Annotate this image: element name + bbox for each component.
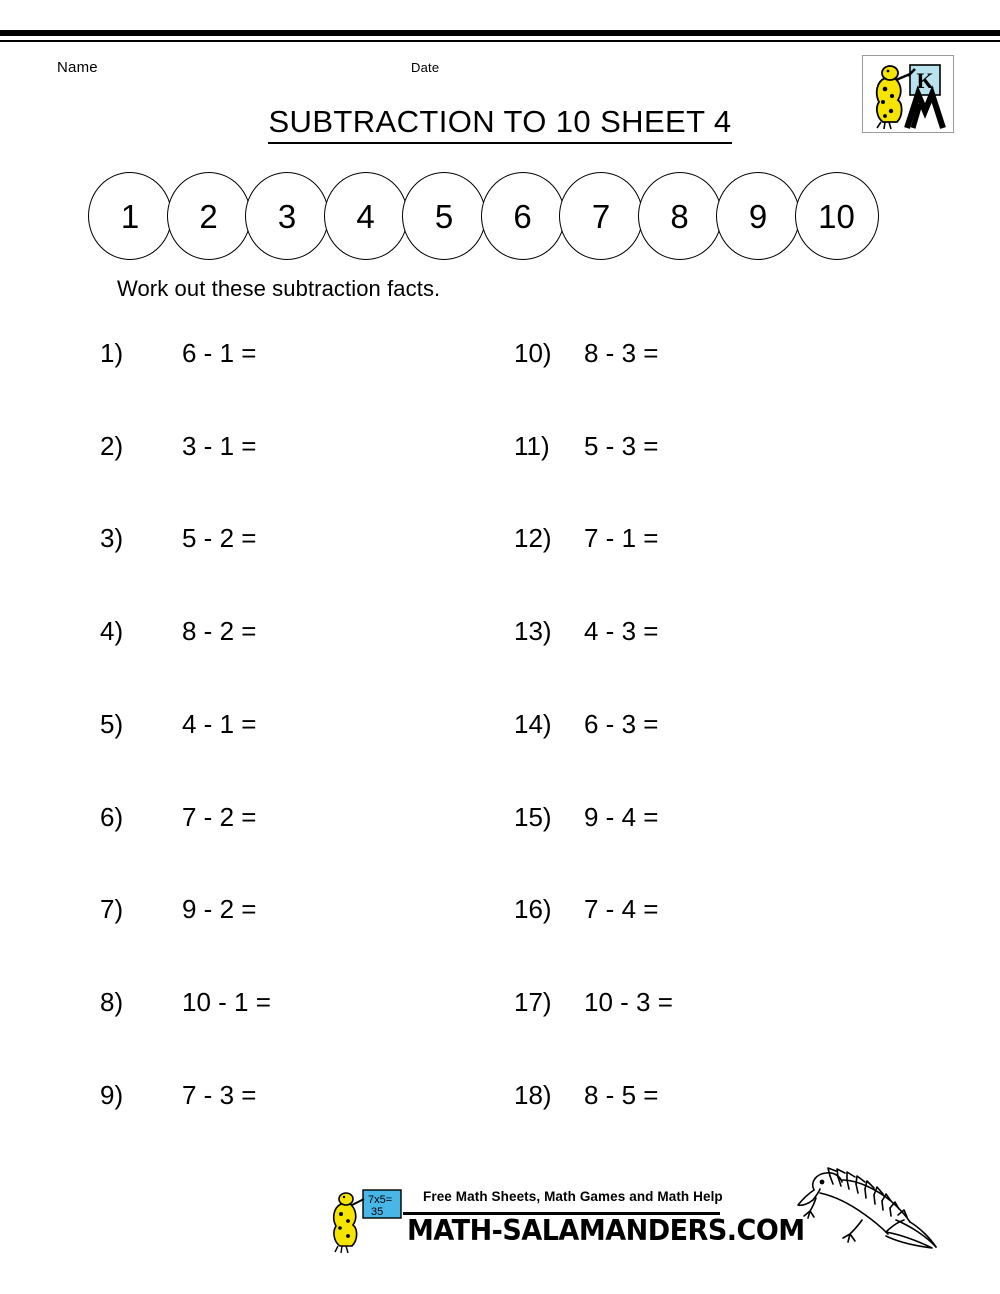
problem-number: 6)	[100, 801, 124, 832]
number-circle-label: 7	[591, 197, 611, 235]
problem-expression[interactable]: 10 - 1 =	[182, 986, 271, 1017]
number-circle-label: 2	[199, 197, 218, 235]
number-circle	[559, 172, 643, 260]
problem-number: 4)	[100, 616, 124, 647]
instruction-text: Work out these subtraction facts.	[117, 276, 441, 301]
number-circle-label: 9	[748, 197, 768, 235]
number-circle-label: 3	[277, 197, 297, 235]
problem-expression[interactable]: 3 - 1 =	[182, 430, 257, 461]
problem-expression[interactable]: 8 - 3 =	[584, 338, 659, 368]
number-circle	[245, 172, 329, 260]
problem-number: 5)	[100, 708, 124, 739]
problem-number: 16)	[514, 894, 552, 925]
problem-number: 13)	[514, 616, 552, 647]
footer-salamander-icon	[325, 1186, 405, 1256]
top-border-thin-rule	[0, 40, 1000, 42]
number-circle	[481, 172, 565, 260]
problem-expression[interactable]: 8 - 5 =	[584, 1079, 659, 1110]
problem-expression[interactable]: 8 - 2 =	[182, 616, 257, 647]
number-circle-label: 4	[356, 197, 375, 235]
number-circle-label: 6	[513, 197, 532, 235]
number-circle	[402, 172, 486, 260]
page-title	[0, 104, 1000, 140]
footer-board-line2: 35	[371, 1206, 384, 1218]
number-circle	[167, 172, 251, 260]
salamander-drawing-graphic	[786, 1146, 962, 1256]
number-line-strip	[88, 172, 898, 260]
svg-text:K: K	[916, 68, 934, 93]
number-circle	[638, 172, 722, 260]
problem-number: 17)	[514, 986, 552, 1017]
top-border-thick-rule	[0, 30, 1000, 36]
problem-number: 10)	[514, 338, 552, 368]
problem-expression[interactable]: 7 - 3 =	[182, 1079, 257, 1110]
problem-number: 15)	[514, 801, 552, 832]
number-circle-label: 5	[434, 197, 454, 235]
problem-number: 12)	[514, 523, 552, 554]
number-circle	[324, 172, 408, 260]
problem-expression[interactable]: 6 - 1 =	[182, 338, 257, 368]
problem-number: 2)	[100, 430, 124, 461]
date-label: Date	[411, 60, 440, 75]
page-title-text: SUBTRACTION TO 10 SHEET 4	[268, 104, 731, 144]
number-circle-label: 10	[818, 197, 855, 235]
problem-expression[interactable]: 7 - 1 =	[584, 523, 659, 554]
problem-expression[interactable]: 10 - 3 =	[584, 986, 673, 1017]
problem-number: 9)	[100, 1079, 124, 1110]
salamander-line-drawing	[786, 1146, 962, 1256]
footer-board-line1: 7x5=	[368, 1194, 393, 1206]
number-circle	[716, 172, 800, 260]
problem-number: 11)	[514, 430, 550, 461]
problem-expression[interactable]: 5 - 2 =	[182, 523, 257, 554]
number-circle	[88, 172, 172, 260]
problem-number: 3)	[100, 523, 124, 554]
number-circle-label: 8	[670, 197, 689, 235]
problem-expression[interactable]: 5 - 3 =	[584, 430, 659, 461]
number-circle	[795, 172, 879, 260]
math-salamanders-footer-logo	[325, 1186, 805, 1256]
problem-number: 8)	[100, 986, 124, 1017]
problem-expression[interactable]: 4 - 3 =	[584, 616, 659, 647]
problem-expression[interactable]: 7 - 4 =	[584, 894, 659, 925]
problem-expression[interactable]: 4 - 1 =	[182, 708, 257, 739]
footer-brand-text: MATH-SALAMANDERS.COM	[407, 1215, 805, 1248]
problem-expression[interactable]: 6 - 3 =	[584, 708, 659, 739]
problem-expression[interactable]: 7 - 2 =	[182, 801, 257, 832]
footer-tagline: Free Math Sheets, Math Games and Math Help	[423, 1189, 723, 1204]
number-circle-label: 1	[120, 197, 140, 235]
problem-expression[interactable]: 9 - 2 =	[182, 894, 257, 925]
name-label: Name	[57, 59, 98, 76]
problem-expression[interactable]: 9 - 4 =	[584, 801, 659, 832]
problem-number: 18)	[514, 1079, 552, 1110]
problem-number: 1)	[100, 338, 124, 368]
problem-number: 7)	[100, 894, 124, 925]
problem-number: 14)	[514, 708, 552, 739]
